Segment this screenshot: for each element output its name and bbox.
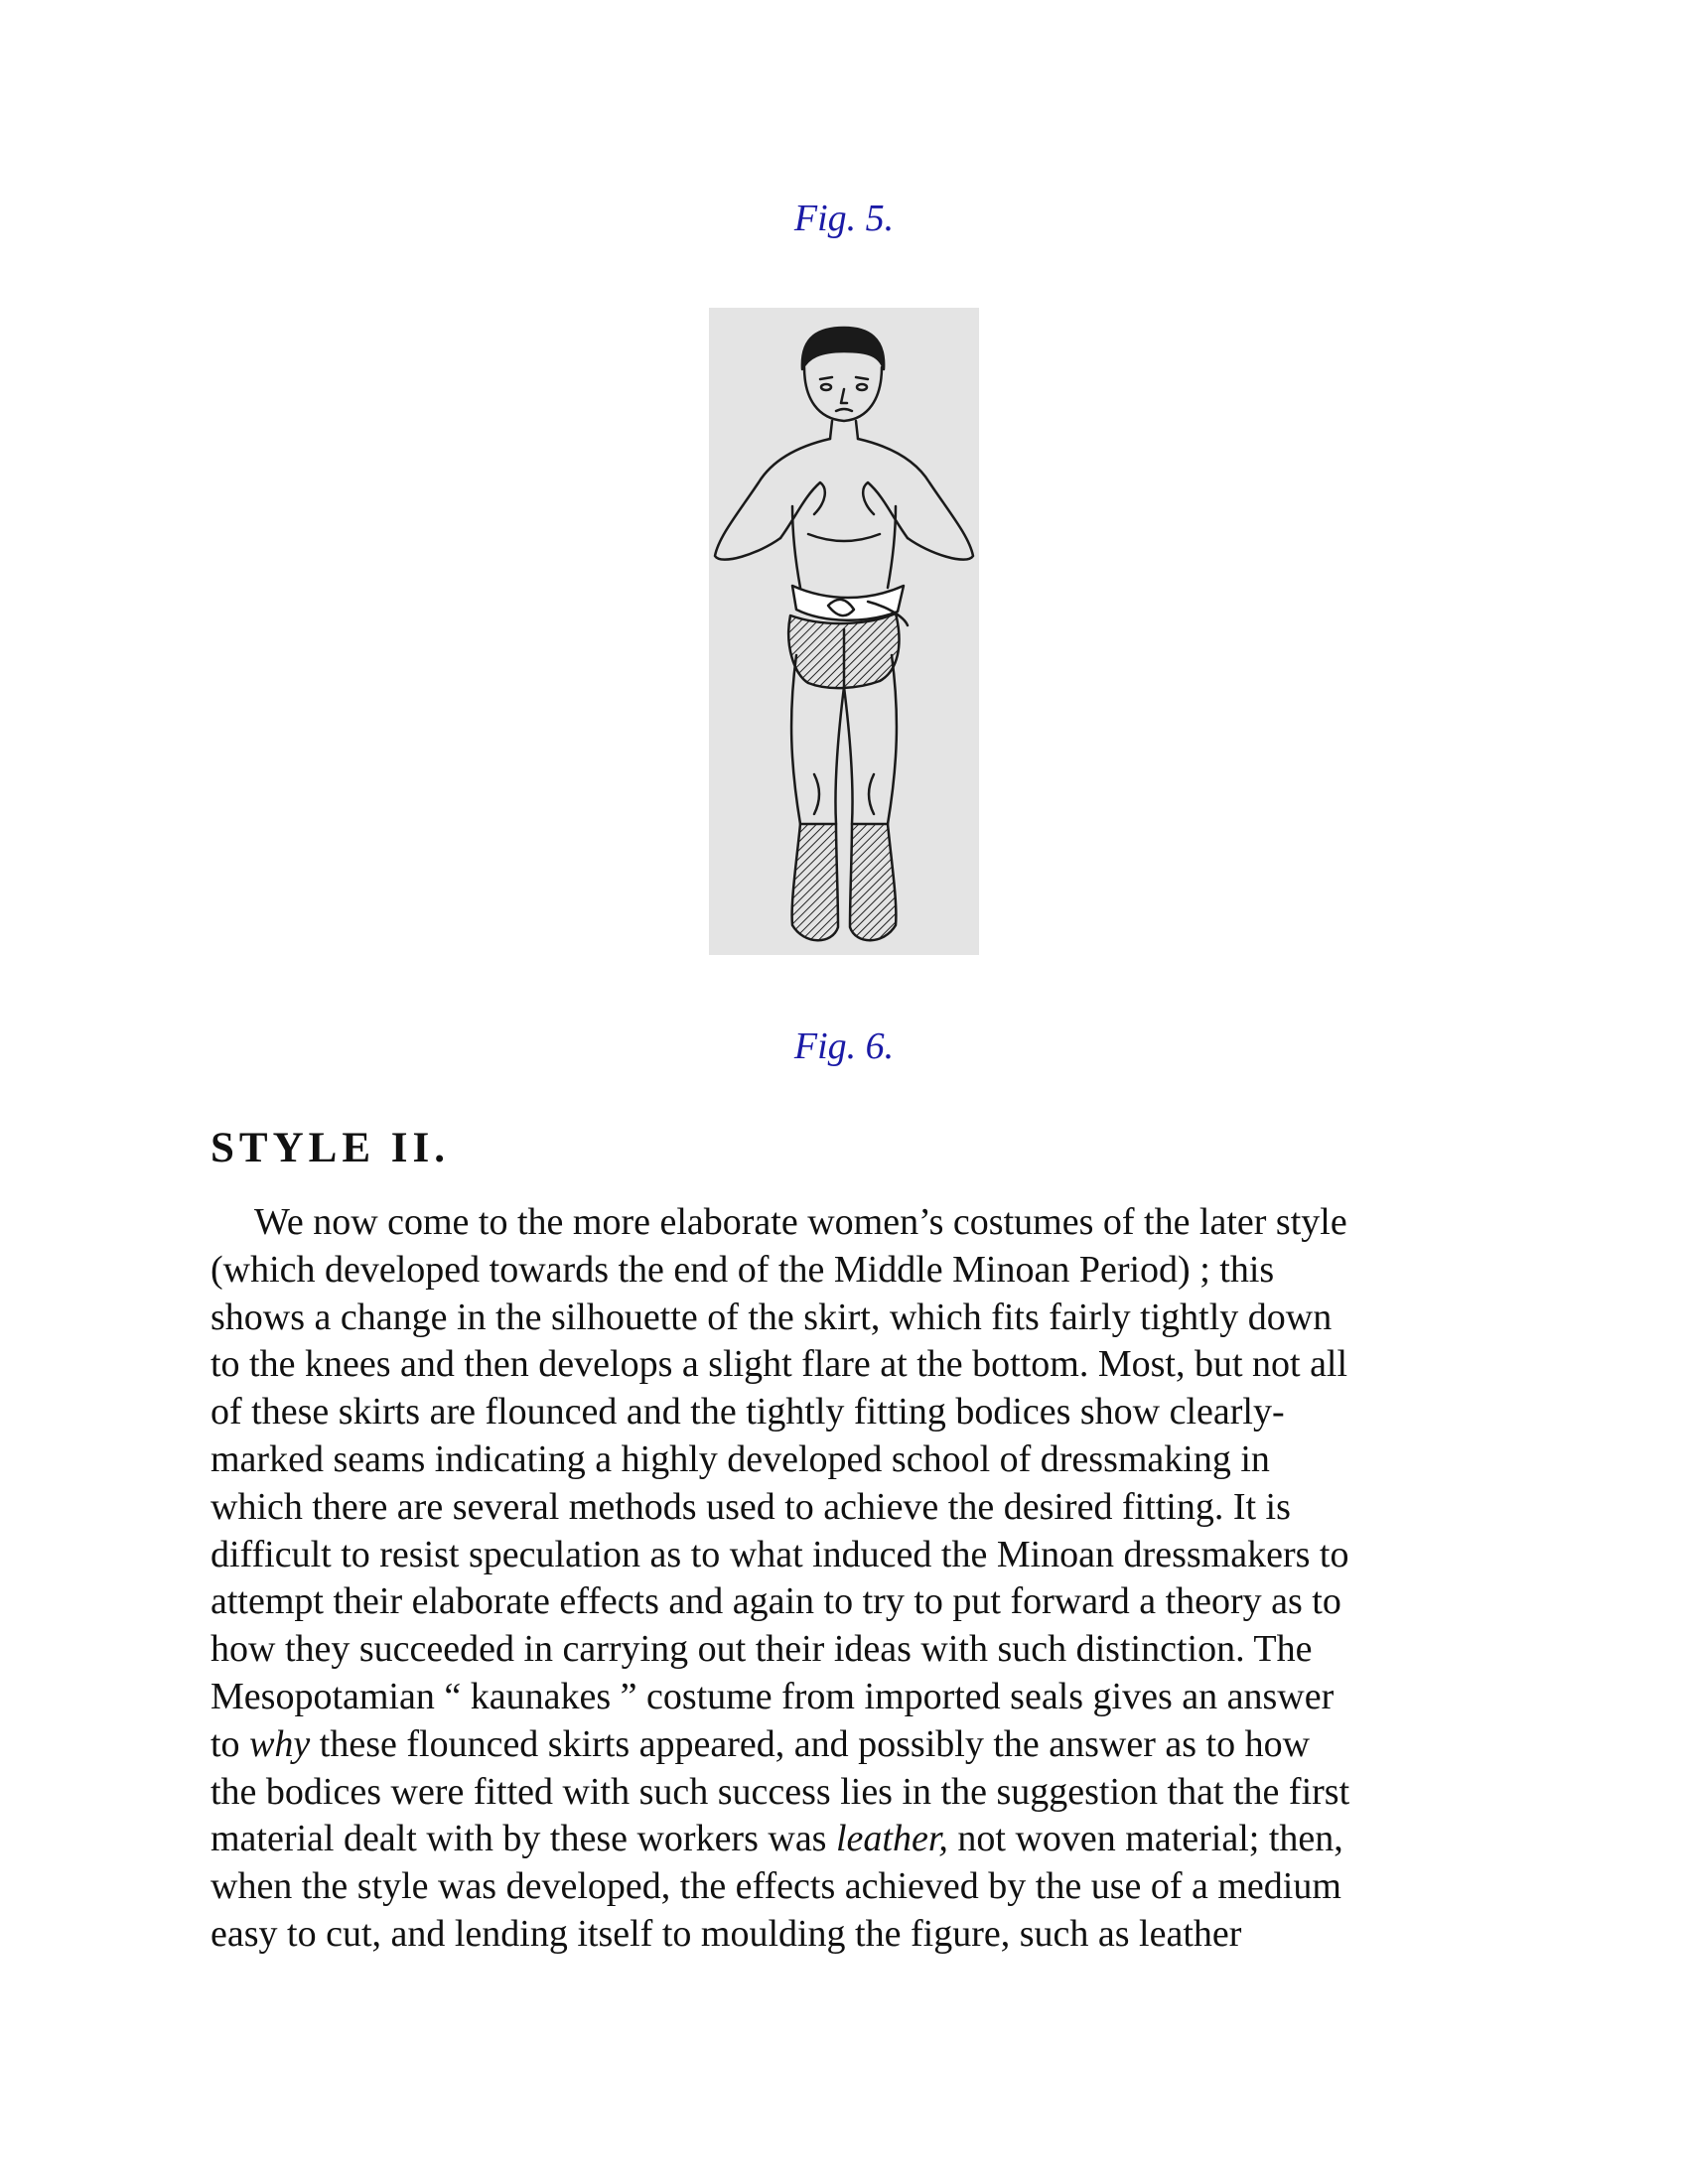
text-line: easy to cut, and lending itself to moulding the figure, such as leather	[211, 1912, 1242, 1955]
text-line: which there are several methods used to achieve the desired fitting. It is	[211, 1485, 1291, 1528]
text-line: when the style was developed, the effects achieved by the use of a medium	[211, 1865, 1341, 1908]
text-line: attempt their elaborate effects and again to try to put forward a theory as to	[211, 1580, 1341, 1623]
figure-6-illustration	[709, 308, 979, 955]
male-figure-drawing	[709, 308, 979, 955]
text-segment: not woven material; then,	[947, 1818, 1343, 1860]
text-line: difficult to resist speculation as to what induced the Minoan dressmakers to	[211, 1533, 1349, 1575]
text-line: shows a change in the silhouette of the skirt, which fits fairly tightly down	[211, 1296, 1333, 1338]
text-line: to the knees and then develops a slight flare at the bottom. Most, but not all	[211, 1343, 1348, 1386]
text-line: Mesopotamian “ kaunakes ” costume from imported seals gives an answer	[211, 1675, 1335, 1717]
text-line: We now come to the more elaborate women’s costumes of the later style	[254, 1201, 1347, 1243]
text-line: how they succeeded in carrying out their ideas with such distinction. The	[211, 1628, 1313, 1671]
body-paragraph	[211, 1199, 1491, 1959]
figure-6-caption: Fig. 6.	[793, 1025, 895, 1067]
text-line: (which developed towards the end of the Middle Minoan Period) ; this	[211, 1248, 1275, 1291]
figure-5-caption: Fig. 5.	[793, 198, 895, 239]
text-line	[211, 1721, 1491, 1769]
section-heading: STYLE II.	[211, 1125, 450, 1171]
text-line: of these skirts are flounced and the tightly fitting bodices show clearly-	[211, 1391, 1285, 1433]
text-line	[211, 1816, 1491, 1863]
text-segment: these flounced skirts appeared, and possibly the answer as to how	[310, 1722, 1311, 1765]
text-segment: material dealt with by these workers was	[211, 1818, 836, 1860]
emphasis-why: why	[249, 1722, 311, 1765]
text-line: the bodices were fitted with such success lies in the suggestion that the first	[211, 1770, 1350, 1813]
emphasis-leather: leather,	[835, 1818, 948, 1860]
text-segment: to	[211, 1722, 250, 1765]
text-line: marked seams indicating a highly developed school of dressmaking in	[211, 1437, 1270, 1480]
